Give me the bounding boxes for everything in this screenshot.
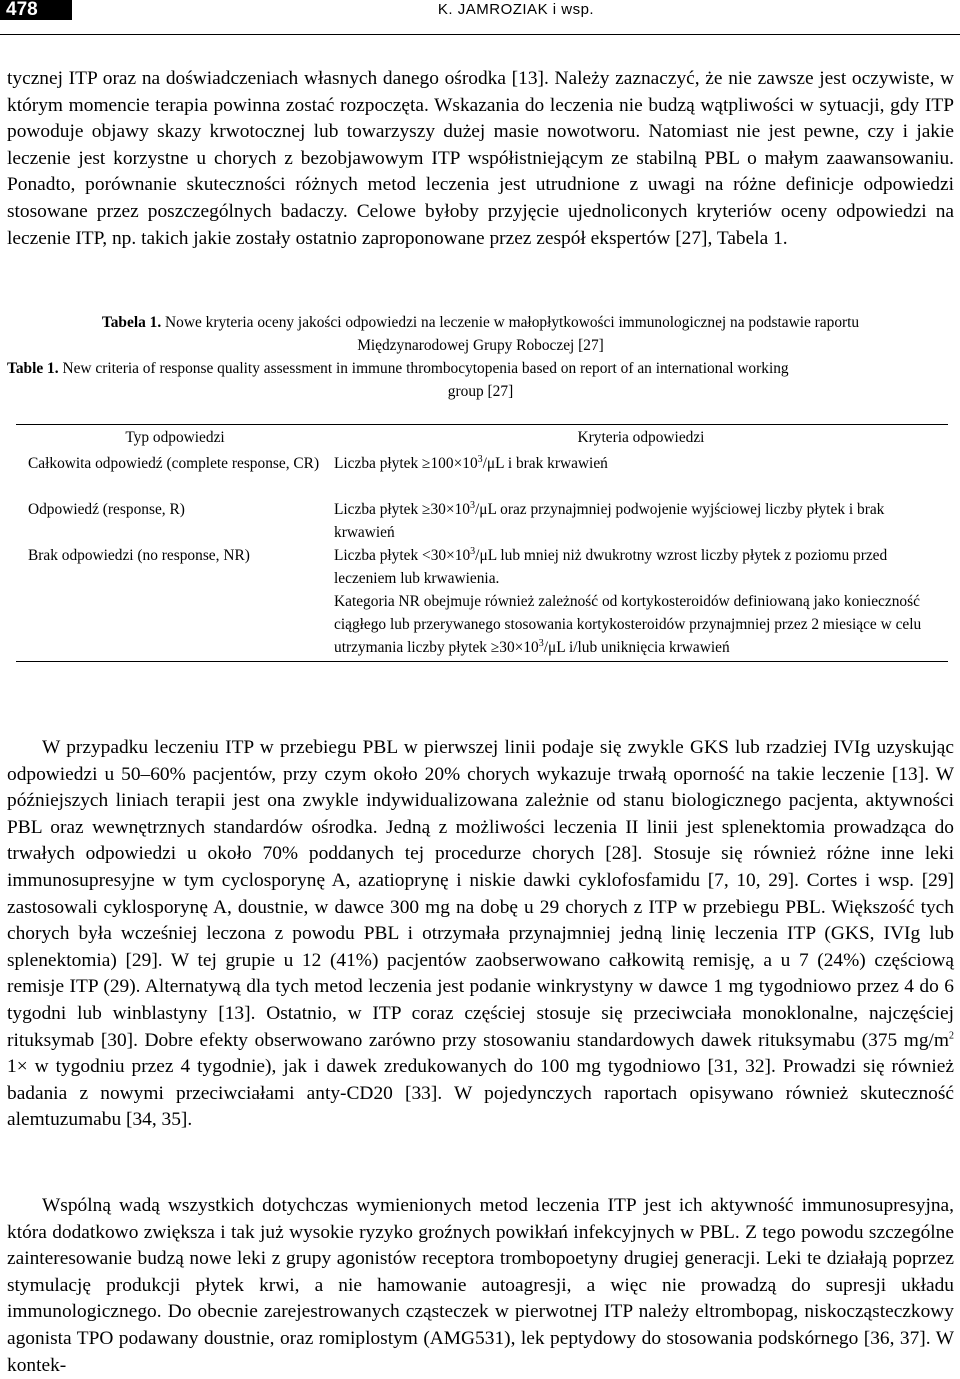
- criteria-r-exponent: 3: [469, 499, 475, 511]
- criteria-cr: [334, 452, 948, 498]
- body-paragraph-2: [7, 735, 954, 1134]
- header-response-type: Typ odpowiedzi: [125, 429, 225, 446]
- running-head: K. JAMROZIAK i wsp.: [72, 0, 960, 20]
- criteria-r: [334, 498, 948, 544]
- criteria-nr-note-tail: /μL i/lub uniknięcia krwawień: [543, 639, 730, 656]
- caption-polish-line-1: [7, 311, 954, 334]
- criteria-r-text: Liczba płytek ≥30×10: [334, 501, 470, 518]
- criteria-cr-text: Liczba płytek ≥100×10: [334, 455, 478, 472]
- body-paragraph-1: tycznej ITP oraz na doświadczeniach własnych danego ośrodka [13]. Należy zaznaczyć, że nie zawsze jest oczywiste, w którym momencie terapia powinna zostać rozpoczęta. Wskazania do leczenia nie budzą wątpliwości w sytuacji, gdy ITP powoduje objawy skazy krwotocznej lub towarzyszy dużej masie nowotworu. Natomiast nie jest pewne, czy i jakie leczenie jest korzystne u chorych z bezobjawowym ITP współistniejącym ze stabilną PBL o małym zaawansowaniu. Ponadto, porównanie skuteczności różnych metod leczenia jest utrudnione z uwagi na różne definicje odpowiedzi stosowane przez poszczególnych badaczy. Celowe byłoby przyjęcie ujednoliconych kryteriów oceny odpowiedzi na leczenie ITP, np. takich jakie zostały ostatnio zaproponowane przez zespół ekspertów [27], Tabela 1.: [7, 68, 954, 249]
- response-criteria-cell: [322, 450, 948, 662]
- type-r: Odpowiedź (response, R): [28, 501, 185, 518]
- page-number: 478: [0, 0, 72, 20]
- body-paragraph-3: Wspólną wadą wszystkich dotychczas wymienionych metod leczenia ITP jest ich aktywność immunosupresyjna, która dodatkowo zwiększa i tak już wysokie ryzyko groźnych powikłań infekcyjnych w PBL. Z tego powodu szczególne zainteresowanie budzą nowe leki z grupy agonistów receptora trombopoetyny drugiej generacji. Leki te działają poprzez stymulację produkcji płytek krwi, a nie hamowanie autoagresji, a więc nie prowadzą do supresji układu immunologicznego. Do obecnie zarejestrowanych cząsteczek w pierwotnej ITP należy eltrombopag, niskocząsteczkowy agonista TPO podawany doustnie, oraz romiplostym (AMG531), lek peptydowy do stosowania podskórnego [36, 37]. W kontek-: [7, 1195, 954, 1376]
- paragraph-2-text: W przypadku leczeniu ITP w przebiegu PBL w pierwszej linii podaje się zwykle GKS lub rzadziej IVIg uzyskując odpowiedzi u 50–60% pacjentów, przy czym około 20% chorych wykazuje trwałą oporność na takie leczenie [13]. W późniejszych liniach terapii jest ona zwykle indywidualizowana zależnie od stanu biologicznego pacjenta, aktywności PBL oraz wewnętrznych standardów ośrodka. Jedną z możliwości leczenia II linii jest splenektomia prowadząca do trwałych odpowiedzi u około 70% poddanych tej procedurze chorych [28]. Stosuje się również różne inne leki immunosupresyjne w tym cyclosporynę A, azatioprynę i niskie dawki cyklofosfamidu [7, 10, 29]. Cortes i wsp. [29] zastosowali cyklosporynę A, doustnie, w dawce 300 mg na dobę u 29 chorych z ITP w przebiegu PBL. Większość tych chorych była wcześniej leczona z powodu PBL i otrzymała przynajmniej jedną linię leczenia ITP (GKS, IVIg lub splenektomia) [29]. W tej grupie u 12 (41%) pacjentów zaobserwowano całkowitą remisję, a u 7 (24%) częściową remisje ITP (29). Alternatywą dla tych metod leczenia jest podanie winkrystyny w dawce 1 mg tygodniowo przez 4 do 6 tygodni lub winblastyny [13]. Ostatnio, w ITP coraz częściej stosuje się przeciwciała monoklonalne, najczęściej rituksymab [30]. Dobre efekty obserwowano zarówno przy stosowaniu standardowych dawek rituksymabu (375 mg/m: [7, 737, 954, 1051]
- caption-english-text-1: New criteria of response quality assessment in immune thrombocytopenia based on report of an international working: [58, 360, 789, 377]
- caption-english-label: Table 1.: [7, 360, 59, 377]
- caption-polish-label: Tabela 1.: [101, 314, 162, 331]
- criteria-nr-text: Liczba płytek <30×10: [334, 547, 471, 564]
- criteria-nr-note-text: Kategoria NR obejmuje również zależność od kortykosteroidów definiowaną jako konieczność ciągłego lub przerywanego stosowania kortykosteroidów przynajmniej przez 2 miesiące w celu utrzymania liczby płytek ≥30×10: [334, 593, 922, 656]
- type-nr: Brak odpowiedzi (no response, NR): [28, 547, 250, 564]
- criteria-cr-text-tail: /μL i brak krwawień: [482, 455, 608, 472]
- paragraph-2-superscript: 2: [949, 1030, 954, 1042]
- caption-polish-line-2: Międzynarodowej Grupy Roboczej [27]: [357, 337, 604, 354]
- caption-english-line-2: group [27]: [447, 383, 514, 400]
- header-response-criteria: Kryteria odpowiedzi: [577, 429, 705, 446]
- table-header-row: [16, 425, 948, 451]
- criteria-nr-exponent: 3: [470, 545, 476, 557]
- criteria-nr: [334, 544, 948, 590]
- response-type-cell: [16, 450, 322, 662]
- criteria-cr-exponent: 3: [477, 453, 483, 465]
- criteria-r-text-tail: /μL oraz przynajmniej podwojenie wyjściowej liczby płytek i brak krwawień: [334, 501, 885, 541]
- criteria-nr-note: [334, 590, 948, 659]
- page-header: [0, 0, 960, 36]
- table-caption-polish: [7, 311, 954, 357]
- caption-english-line-1: [7, 357, 954, 380]
- table-caption-english: [7, 357, 954, 403]
- criteria-table: [16, 424, 948, 662]
- paragraph-2-text-tail: 1× w tygodniu przez 4 tygodnie), jak i dawek zredukowanych do 100 mg tygodniowo [31, 32]. Prowadzi się również badania z nowymi przeciwciałami anty-CD20 [33]. W pojedynczych raportach opisywano również skuteczność alemtuzumabu [34, 35].: [7, 1056, 954, 1131]
- criteria-nr-note-exponent: 3: [538, 637, 544, 649]
- criteria-nr-text-tail: /μL lub mniej niż dwukrotny wzrost liczby płytek z poziomu przed leczeniem lub krwawienia.: [334, 547, 888, 587]
- table-row: [16, 450, 948, 662]
- header-rule: [0, 34, 960, 35]
- type-cr: Całkowita odpowiedź (complete response, CR): [28, 455, 320, 472]
- caption-polish-text-1: Nowe kryteria oceny jakości odpowiedzi na leczenie w małopłytkowości immunologicznej na podstawie raportu: [161, 314, 860, 331]
